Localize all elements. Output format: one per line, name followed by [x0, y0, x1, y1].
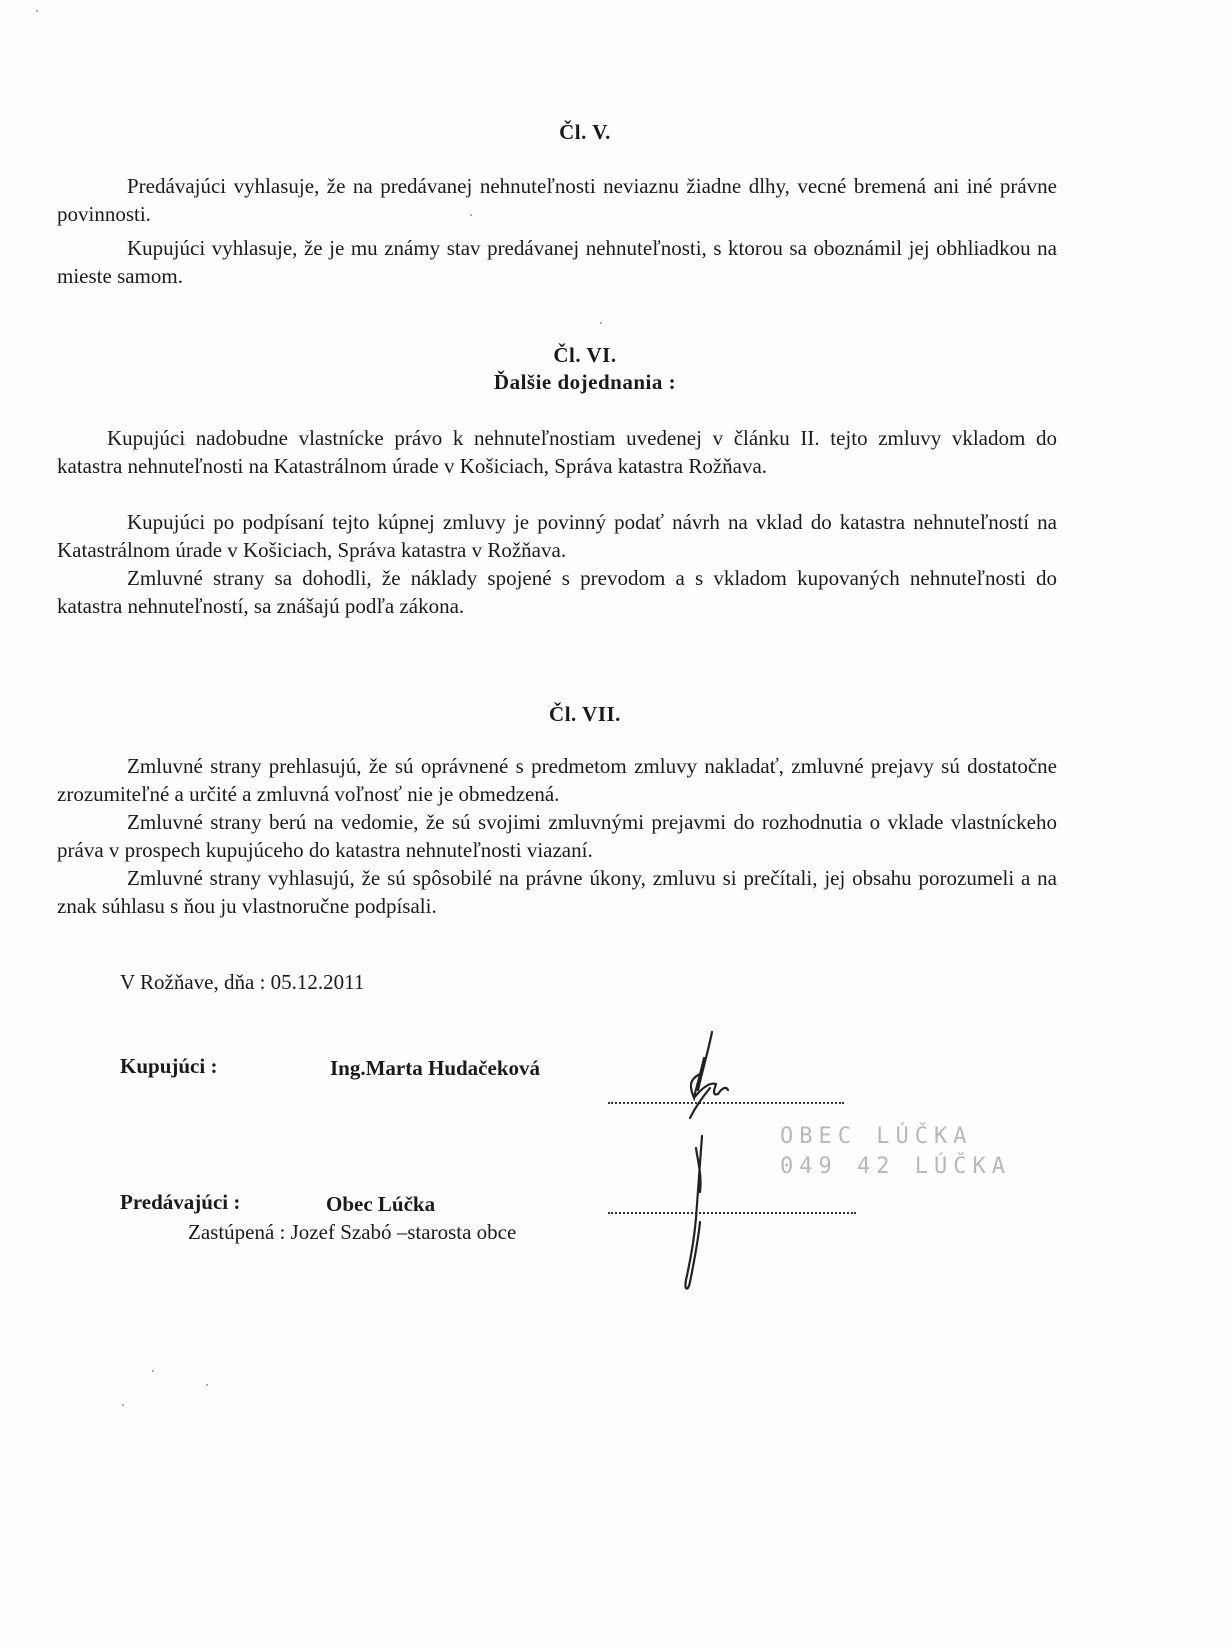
stamp-line-1: OBEC LÚČKA — [780, 1124, 973, 1149]
article-5-paragraph-1: Predávajúci vyhlasuje, že na predávanej nehnuteľnosti neviaznu žiadne dlhy, vecné bremená ani iné právne povinnosti. — [57, 174, 1057, 226]
scan-speck — [152, 1370, 154, 1372]
seller-signature-line — [608, 1212, 856, 1214]
buyer-signature — [660, 1028, 750, 1128]
article-7-paragraph-2: Zmluvné strany berú na vedomie, že sú svojimi zmluvnými prejavmi do rozhodnutia o vklade vlastníckeho práva v prospech kupujúceho do katastra nehnuteľnosti viazaní. — [57, 810, 1057, 862]
scan-speck — [600, 322, 602, 324]
article-6-subheading: Ďalšie dojednania : — [493, 370, 677, 394]
scan-speck — [36, 10, 38, 12]
seller-label: Predávajúci : — [120, 1190, 241, 1214]
article-7-paragraph-1: Zmluvné strany prehlasujú, že sú oprávnené s predmetom zmluvy nakladať, zmluvné prejavy sú dostatočne zrozumiteľné a určité a zmluvná voľnosť nie je obmedzená. — [57, 754, 1057, 806]
stamp-line-2: 049 42 LÚČKA — [780, 1154, 1011, 1179]
scan-speck — [206, 1384, 208, 1386]
article-7-heading: Čl. VII. — [549, 702, 621, 726]
article-6-paragraph-1: Kupujúci nadobudne vlastnícke právo k nehnuteľnostiam uvedenej v článku II. tejto zmluvy vkladom do katastra nehnuteľnosti na Katastrálnom úrade v Košiciach, Správa katastra Rožňava. — [57, 426, 1057, 478]
date-line: V Rožňave, dňa : 05.12.2011 — [120, 970, 365, 994]
article-6-paragraph-2: Kupujúci po podpísaní tejto kúpnej zmluvy je povinný podať návrh na vklad do katastra nehnuteľností na Katastrálnom úrade v Košiciach, Správa katastra v Rožňava. — [57, 510, 1057, 562]
seller-signature — [668, 1132, 728, 1302]
article-5-paragraph-2: Kupujúci vyhlasuje, že je mu známy stav predávanej nehnuteľnosti, s ktorou sa oboznámil jej obhliadkou na mieste samom. — [57, 236, 1057, 288]
buyer-label: Kupujúci : — [120, 1054, 218, 1078]
article-6-paragraph-3: Zmluvné strany sa dohodli, že náklady spojené s prevodom a s vkladom kupovaných nehnuteľnosti do katastra nehnuteľností, sa znášajú podľa zákona. — [57, 566, 1057, 618]
seller-representative: Zastúpená : Jozef Szabó –starosta obce — [188, 1220, 517, 1244]
article-7-paragraph-3: Zmluvné strany vyhlasujú, že sú spôsobilé na právne úkony, zmluvu si prečítali, jej obsahu porozumeli a na znak súhlasu s ňou ju vlastnoručne podpísali. — [57, 866, 1057, 918]
scan-speck — [470, 214, 472, 216]
seller-name: Obec Lúčka — [326, 1192, 436, 1216]
article-6-heading: Čl. VI. — [553, 343, 617, 367]
scan-speck — [122, 1404, 124, 1406]
buyer-name: Ing.Marta Hudačeková — [330, 1056, 540, 1080]
article-5-heading: Čl. V. — [559, 120, 611, 144]
